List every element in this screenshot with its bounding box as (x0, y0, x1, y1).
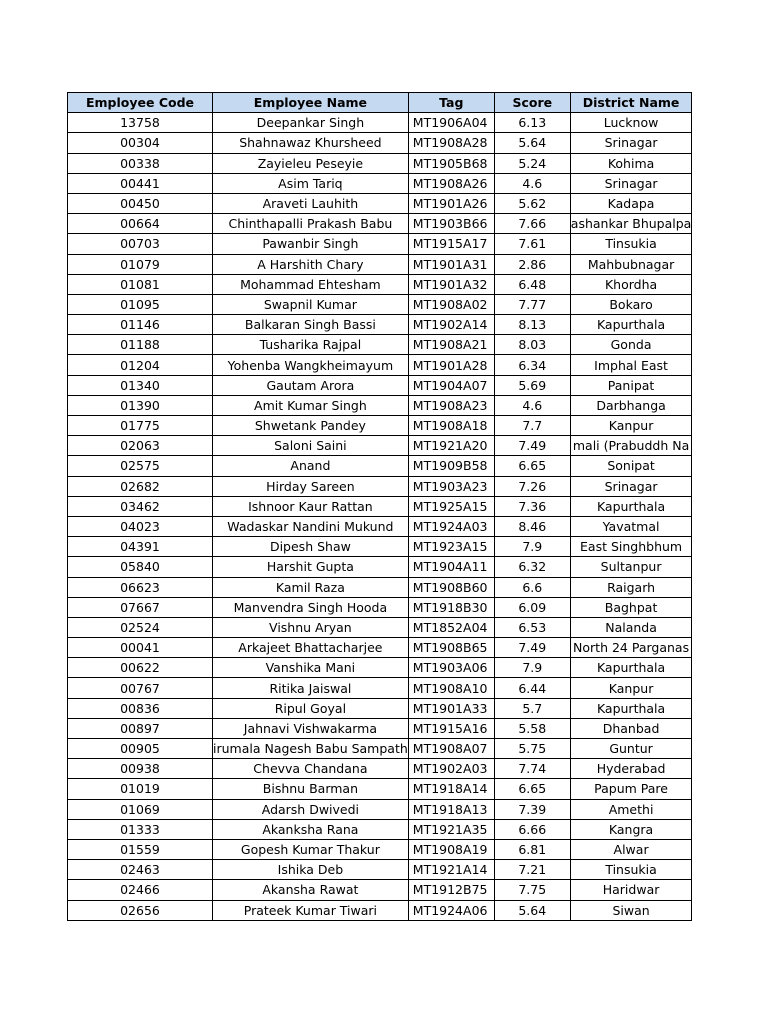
district-name-cell: mali (Prabuddh Na (570, 436, 692, 456)
tag-cell: MT1918B30 (408, 597, 494, 617)
district-name-cell: Tinsukia (570, 860, 692, 880)
employee-name-cell: Manvendra Singh Hooda (213, 597, 409, 617)
tag-cell: MT1904A11 (408, 557, 494, 577)
header-score: Score (494, 93, 570, 113)
employee-name-cell: Gautam Arora (213, 375, 409, 395)
tag-cell: MT1909B58 (408, 456, 494, 476)
district-name-cell: Kapurthala (570, 698, 692, 718)
employee-name-cell: Balkaran Singh Bassi (213, 315, 409, 335)
employee-code-cell: 02463 (68, 860, 213, 880)
table-row (68, 516, 692, 536)
employee-code-cell: 04023 (68, 516, 213, 536)
table-row (68, 860, 692, 880)
district-name-cell: Bokaro (570, 294, 692, 314)
employee-name-cell: Jahnavi Vishwakarma (213, 718, 409, 738)
district-name-cell: Kapurthala (570, 496, 692, 516)
score-cell: 6.48 (494, 274, 570, 294)
district-name-cell: Nalanda (570, 617, 692, 637)
district-name-cell: Sultanpur (570, 557, 692, 577)
table-row (68, 436, 692, 456)
table-row (68, 335, 692, 355)
tag-cell: MT1925A15 (408, 496, 494, 516)
score-cell: 7.77 (494, 294, 570, 314)
employee-code-cell: 07667 (68, 597, 213, 617)
employee-code-cell: 01019 (68, 779, 213, 799)
employee-name-cell: irumala Nagesh Babu Sampath (213, 739, 409, 759)
tag-cell: MT1924A06 (408, 900, 494, 920)
table-row (68, 698, 692, 718)
tag-cell: MT1908A21 (408, 335, 494, 355)
table-row (68, 416, 692, 436)
employee-name-cell: Arkajeet Bhattacharjee (213, 638, 409, 658)
tag-cell: MT1901A32 (408, 274, 494, 294)
tag-cell: MT1902A03 (408, 759, 494, 779)
tag-cell: MT1906A04 (408, 113, 494, 133)
employee-name-cell: Adarsh Dwivedi (213, 799, 409, 819)
employee-name-cell: Ishnoor Kaur Rattan (213, 496, 409, 516)
employee-name-cell: Zayieleu Peseyie (213, 153, 409, 173)
employee-code-cell: 03462 (68, 496, 213, 516)
tag-cell: MT1905B68 (408, 153, 494, 173)
table-row (68, 577, 692, 597)
table-row (68, 375, 692, 395)
score-cell: 2.86 (494, 254, 570, 274)
table-row (68, 617, 692, 637)
employee-name-cell: Yohenba Wangkheimayum (213, 355, 409, 375)
score-cell: 7.75 (494, 880, 570, 900)
score-cell: 6.65 (494, 779, 570, 799)
score-cell: 6.66 (494, 819, 570, 839)
employee-code-cell: 00767 (68, 678, 213, 698)
score-cell: 7.9 (494, 537, 570, 557)
tag-cell: MT1912B75 (408, 880, 494, 900)
employee-name-cell: Gopesh Kumar Thakur (213, 839, 409, 859)
district-name-cell: Kangra (570, 819, 692, 839)
district-name-cell: Kadapa (570, 193, 692, 213)
employee-code-cell: 02575 (68, 456, 213, 476)
district-name-cell: Papum Pare (570, 779, 692, 799)
district-name-cell: Srinagar (570, 476, 692, 496)
employee-name-cell: Ritika Jaiswal (213, 678, 409, 698)
employee-name-cell: Asim Tariq (213, 173, 409, 193)
district-name-cell: Darbhanga (570, 395, 692, 415)
tag-cell: MT1903A06 (408, 658, 494, 678)
employee-name-cell: Shwetank Pandey (213, 416, 409, 436)
employee-code-cell: 02682 (68, 476, 213, 496)
score-cell: 5.62 (494, 193, 570, 213)
tag-cell: MT1904A07 (408, 375, 494, 395)
score-cell: 5.69 (494, 375, 570, 395)
employee-name-cell: Pawanbir Singh (213, 234, 409, 254)
employee-code-cell: 00938 (68, 759, 213, 779)
employee-code-cell: 01095 (68, 294, 213, 314)
tag-cell: MT1901A28 (408, 355, 494, 375)
score-cell: 5.64 (494, 133, 570, 153)
score-cell: 6.09 (494, 597, 570, 617)
district-name-cell: Dhanbad (570, 718, 692, 738)
table-row (68, 193, 692, 213)
employee-code-cell: 02524 (68, 617, 213, 637)
district-name-cell: Siwan (570, 900, 692, 920)
score-cell: 7.36 (494, 496, 570, 516)
district-name-cell: Imphal East (570, 355, 692, 375)
district-name-cell: Alwar (570, 839, 692, 859)
table-row (68, 254, 692, 274)
tag-cell: MT1908A26 (408, 173, 494, 193)
score-cell: 5.58 (494, 718, 570, 738)
score-cell: 6.53 (494, 617, 570, 637)
employee-code-cell: 01775 (68, 416, 213, 436)
employee-code-cell: 00905 (68, 739, 213, 759)
employee-name-cell: Chinthapalli Prakash Babu (213, 214, 409, 234)
employee-name-cell: Dipesh Shaw (213, 537, 409, 557)
employee-code-cell: 01188 (68, 335, 213, 355)
table-row (68, 900, 692, 920)
employee-name-cell: Saloni Saini (213, 436, 409, 456)
score-cell: 7.21 (494, 860, 570, 880)
employee-code-cell: 01204 (68, 355, 213, 375)
district-name-cell: Lucknow (570, 113, 692, 133)
district-name-cell: Sonipat (570, 456, 692, 476)
tag-cell: MT1902A14 (408, 315, 494, 335)
tag-cell: MT1921A14 (408, 860, 494, 880)
district-name-cell: Amethi (570, 799, 692, 819)
table-row (68, 638, 692, 658)
district-name-cell: Gonda (570, 335, 692, 355)
employee-code-cell: 00441 (68, 173, 213, 193)
district-name-cell: Khordha (570, 274, 692, 294)
employee-name-cell: Akansha Rawat (213, 880, 409, 900)
tag-cell: MT1908A19 (408, 839, 494, 859)
employee-code-cell: 00836 (68, 698, 213, 718)
tag-cell: MT1852A04 (408, 617, 494, 637)
district-name-cell: Guntur (570, 739, 692, 759)
employee-name-cell: Vanshika Mani (213, 658, 409, 678)
tag-cell: MT1903A23 (408, 476, 494, 496)
table-body (68, 113, 692, 921)
employee-code-cell: 02656 (68, 900, 213, 920)
tag-cell: MT1918A13 (408, 799, 494, 819)
employee-name-cell: Deepankar Singh (213, 113, 409, 133)
tag-cell: MT1918A14 (408, 779, 494, 799)
employee-code-cell: 01333 (68, 819, 213, 839)
tag-cell: MT1908A18 (408, 416, 494, 436)
score-cell: 7.49 (494, 638, 570, 658)
score-cell: 6.6 (494, 577, 570, 597)
district-name-cell: Panipat (570, 375, 692, 395)
score-cell: 6.32 (494, 557, 570, 577)
table-row (68, 658, 692, 678)
employee-code-cell: 01081 (68, 274, 213, 294)
district-name-cell: East Singhbhum (570, 537, 692, 557)
table-row (68, 537, 692, 557)
employee-name-cell: Kamil Raza (213, 577, 409, 597)
employee-name-cell: A Harshith Chary (213, 254, 409, 274)
district-name-cell: Mahbubnagar (570, 254, 692, 274)
employee-name-cell: Prateek Kumar Tiwari (213, 900, 409, 920)
table-row (68, 597, 692, 617)
tag-cell: MT1908A10 (408, 678, 494, 698)
employee-name-cell: Amit Kumar Singh (213, 395, 409, 415)
score-cell: 4.6 (494, 395, 570, 415)
employee-name-cell: Wadaskar Nandini Mukund (213, 516, 409, 536)
employee-name-cell: Harshit Gupta (213, 557, 409, 577)
table-row (68, 355, 692, 375)
district-name-cell: Tinsukia (570, 234, 692, 254)
table-row (68, 557, 692, 577)
employee-name-cell: Akanksha Rana (213, 819, 409, 839)
score-cell: 7.7 (494, 416, 570, 436)
score-cell: 7.66 (494, 214, 570, 234)
header-employee-code: Employee Code (68, 93, 213, 113)
district-name-cell: Kapurthala (570, 658, 692, 678)
table-row (68, 839, 692, 859)
district-name-cell: Raigarh (570, 577, 692, 597)
tag-cell: MT1901A33 (408, 698, 494, 718)
employee-code-cell: 00338 (68, 153, 213, 173)
tag-cell: MT1901A31 (408, 254, 494, 274)
header-tag: Tag (408, 93, 494, 113)
tag-cell: MT1923A15 (408, 537, 494, 557)
score-cell: 6.34 (494, 355, 570, 375)
employee-code-cell: 00664 (68, 214, 213, 234)
table-row (68, 113, 692, 133)
score-cell: 5.75 (494, 739, 570, 759)
employee-code-cell: 01079 (68, 254, 213, 274)
tag-cell: MT1908B60 (408, 577, 494, 597)
table-row (68, 214, 692, 234)
table-row (68, 880, 692, 900)
header-row (68, 93, 692, 113)
table-row (68, 819, 692, 839)
employee-name-cell: Mohammad Ehtesham (213, 274, 409, 294)
district-name-cell: Srinagar (570, 173, 692, 193)
tag-cell: MT1908B65 (408, 638, 494, 658)
tag-cell: MT1908A28 (408, 133, 494, 153)
score-cell: 5.7 (494, 698, 570, 718)
table-row (68, 799, 692, 819)
table-row (68, 759, 692, 779)
score-cell: 8.13 (494, 315, 570, 335)
employee-code-cell: 00041 (68, 638, 213, 658)
score-cell: 7.9 (494, 658, 570, 678)
district-name-cell: Kanpur (570, 678, 692, 698)
employee-code-cell: 04391 (68, 537, 213, 557)
score-cell: 7.39 (494, 799, 570, 819)
score-cell: 4.6 (494, 173, 570, 193)
employee-name-cell: Araveti Lauhith (213, 193, 409, 213)
employee-code-cell: 01390 (68, 395, 213, 415)
district-name-cell: Hyderabad (570, 759, 692, 779)
table-row (68, 274, 692, 294)
tag-cell: MT1921A20 (408, 436, 494, 456)
employee-code-cell: 02466 (68, 880, 213, 900)
table-row (68, 294, 692, 314)
district-name-cell: North 24 Parganas (570, 638, 692, 658)
tag-cell: MT1908A02 (408, 294, 494, 314)
employee-code-cell: 00622 (68, 658, 213, 678)
header-district-name: District Name (570, 93, 692, 113)
employee-name-cell: Bishnu Barman (213, 779, 409, 799)
table-row (68, 476, 692, 496)
district-name-cell: Kapurthala (570, 315, 692, 335)
spreadsheet (67, 92, 692, 921)
employee-name-cell: Swapnil Kumar (213, 294, 409, 314)
employee-code-cell: 13758 (68, 113, 213, 133)
table-row (68, 456, 692, 476)
tag-cell: MT1908A07 (408, 739, 494, 759)
table-row (68, 395, 692, 415)
employee-name-cell: Vishnu Aryan (213, 617, 409, 637)
employee-name-cell: Ripul Goyal (213, 698, 409, 718)
employee-name-cell: Ishika Deb (213, 860, 409, 880)
table-row (68, 779, 692, 799)
district-name-cell: Baghpat (570, 597, 692, 617)
table-row (68, 496, 692, 516)
score-cell: 7.61 (494, 234, 570, 254)
tag-cell: MT1924A03 (408, 516, 494, 536)
employee-code-cell: 00703 (68, 234, 213, 254)
tag-cell: MT1921A35 (408, 819, 494, 839)
score-cell: 5.64 (494, 900, 570, 920)
tag-cell: MT1915A17 (408, 234, 494, 254)
score-cell: 8.46 (494, 516, 570, 536)
header-employee-name: Employee Name (213, 93, 409, 113)
table-row (68, 315, 692, 335)
table-row (68, 133, 692, 153)
tag-cell: MT1908A23 (408, 395, 494, 415)
employee-code-cell: 06623 (68, 577, 213, 597)
employee-name-cell: Tusharika Rajpal (213, 335, 409, 355)
score-cell: 6.13 (494, 113, 570, 133)
table-row (68, 678, 692, 698)
employee-code-cell: 01069 (68, 799, 213, 819)
score-cell: 8.03 (494, 335, 570, 355)
district-name-cell: ashankar Bhupalpa (570, 214, 692, 234)
employee-name-cell: Chevva Chandana (213, 759, 409, 779)
score-cell: 6.81 (494, 839, 570, 859)
employee-code-cell: 01340 (68, 375, 213, 395)
employee-name-cell: Shahnawaz Khursheed (213, 133, 409, 153)
score-cell: 6.44 (494, 678, 570, 698)
district-name-cell: Kanpur (570, 416, 692, 436)
employee-code-cell: 00304 (68, 133, 213, 153)
employee-name-cell: Hirday Sareen (213, 476, 409, 496)
score-cell: 7.74 (494, 759, 570, 779)
table-row (68, 153, 692, 173)
employee-code-cell: 01559 (68, 839, 213, 859)
score-cell: 5.24 (494, 153, 570, 173)
district-name-cell: Haridwar (570, 880, 692, 900)
tag-cell: MT1903B66 (408, 214, 494, 234)
table-row (68, 173, 692, 193)
table-row (68, 234, 692, 254)
employee-code-cell: 02063 (68, 436, 213, 456)
employee-code-cell: 00897 (68, 718, 213, 738)
score-cell: 6.65 (494, 456, 570, 476)
district-name-cell: Yavatmal (570, 516, 692, 536)
tag-cell: MT1901A26 (408, 193, 494, 213)
employee-table (67, 92, 692, 921)
district-name-cell: Srinagar (570, 133, 692, 153)
employee-code-cell: 01146 (68, 315, 213, 335)
employee-code-cell: 05840 (68, 557, 213, 577)
tag-cell: MT1915A16 (408, 718, 494, 738)
district-name-cell: Kohima (570, 153, 692, 173)
employee-name-cell: Anand (213, 456, 409, 476)
table-row (68, 739, 692, 759)
employee-code-cell: 00450 (68, 193, 213, 213)
table-row (68, 718, 692, 738)
score-cell: 7.26 (494, 476, 570, 496)
score-cell: 7.49 (494, 436, 570, 456)
